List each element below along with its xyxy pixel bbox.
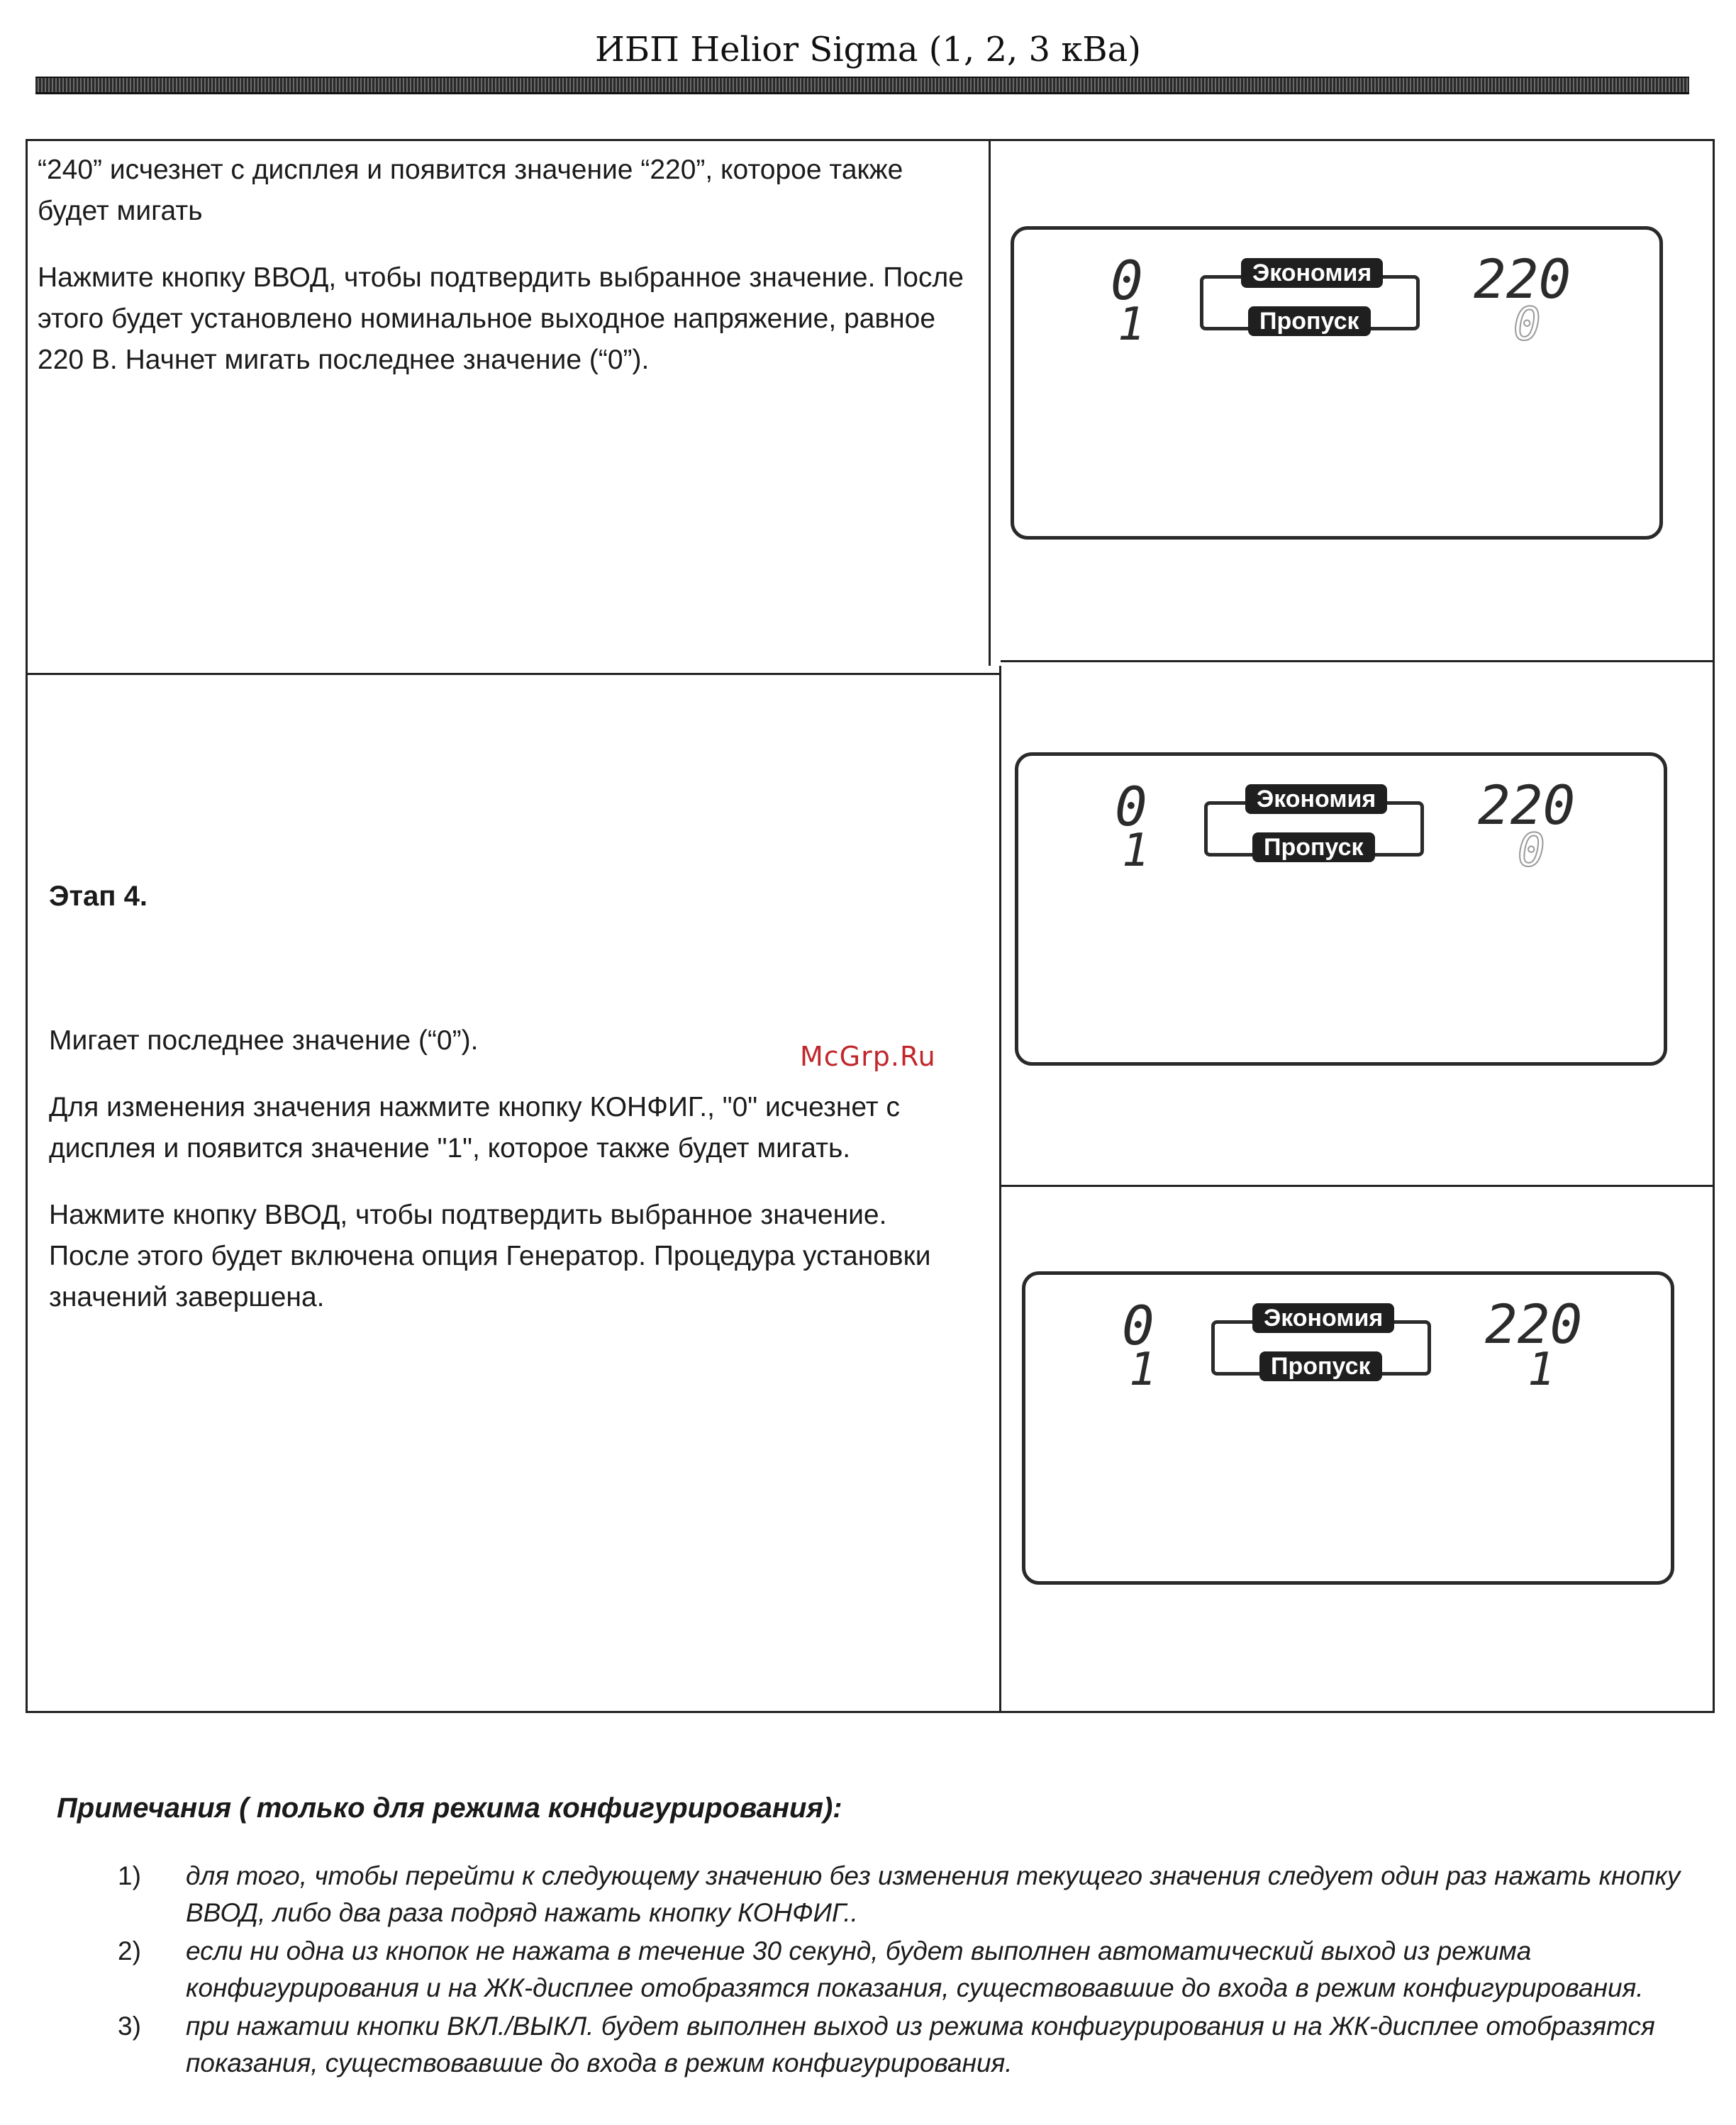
lcd-right-top-value: 220 [1474,247,1571,311]
column-divider-top [989,141,991,666]
note-item [118,2008,1702,2082]
note-text: при нажатии кнопки ВКЛ./ВЫКЛ. будет выполнен выход из режима конфигурирования и на ЖК-дисплее отобразятся показания, существовавшие до входа в режим конфигурирования. [186,2012,1655,2077]
bypass-label: Пропуск [1252,832,1375,862]
note-text: для того, чтобы перейти к следующему значению без изменения текущего значения следует один раз нажать кнопку ВВОД, либо два раза подряд нажать кнопку КОНФИГ.. [186,1861,1681,1927]
economy-label: Экономия [1245,784,1387,814]
note-number: 1) [118,1861,141,1890]
column-divider-bottom [999,666,1001,1711]
notes-title: Примечания ( только для режима конфигурирования): [57,1792,842,1824]
lcd-display-1 [1011,226,1663,540]
lcd-display-2 [1015,752,1667,1066]
instruction-table [26,139,1715,1713]
economy-label: Экономия [1241,258,1383,288]
lcd-left-bottom-digit: 1 [1118,299,1145,351]
lcd-right-top-value: 220 [1478,774,1576,837]
bypass-label: Пропуск [1248,306,1371,336]
note-item [118,1858,1702,1931]
notes-list [118,1858,1702,2083]
lcd-left-top-digit: 0 [1111,249,1143,312]
page-header-title: ИБП Helior Sigma (1, 2, 3 кВа) [595,30,1141,69]
note-number: 3) [118,2012,141,2041]
step4-paragraph-3: Нажмите кнопку ВВОД, чтобы подтвердить выбранное значение. После этого будет включена опция Генератор. Процедура установки значений завершена. [49,1200,931,1312]
step4-title: Этап 4. [49,881,148,912]
row-divider-left [28,673,1001,675]
bypass-label: Пропуск [1259,1351,1382,1381]
step3-text [38,150,974,399]
lcd-right-bottom-digit-blinking: 0 [1518,825,1545,877]
lcd-left-bottom-digit: 1 [1129,1344,1157,1396]
lcd-right-bottom-digit-blinking: 0 [1513,299,1541,351]
economy-label: Экономия [1252,1303,1394,1333]
lcd-left-bottom-digit: 1 [1122,825,1150,877]
watermark: McGrp.Ru [800,1041,936,1072]
note-item [118,1933,1702,2007]
step3-paragraph-1: “240” исчезнет с дисплея и появится значение “220”, которое также будет мигать [38,155,903,226]
lcd-right-bottom-digit: 1 [1528,1344,1555,1396]
step4-paragraph-2: Для изменения значения нажмите кнопку КОНФИГ., "0" исчезнет с дисплея и появится значение "1", которое также будет мигать. [49,1092,900,1164]
row-divider-right [1001,660,1713,662]
lcd-right-top-value: 220 [1485,1293,1583,1356]
lcd-left-top-digit: 0 [1122,1294,1154,1357]
lcd-left-top-digit: 0 [1115,775,1147,838]
lcd-display-3 [1022,1271,1674,1585]
step4-paragraph-1: Мигает последнее значение (“0”). [49,1025,479,1056]
note-number: 2) [118,1936,141,1965]
step4-text [49,876,971,1337]
header-rule [35,77,1689,94]
note-text: если ни одна из кнопок не нажата в течение 30 секунд, будет выполнен автоматический выход из режима конфигурирования и на ЖК-дисплее отобразятся показания, существовавшие до входа в режим конфигурирования. [186,1936,1644,2002]
step3-paragraph-2: Нажмите кнопку ВВОД, чтобы подтвердить выбранное значение. После этого будет установлено номинальное выходное напряжение, равное 220 В. Начнет мигать последнее значение (“0”). [38,262,964,375]
right-cell-divider [1001,1185,1713,1187]
